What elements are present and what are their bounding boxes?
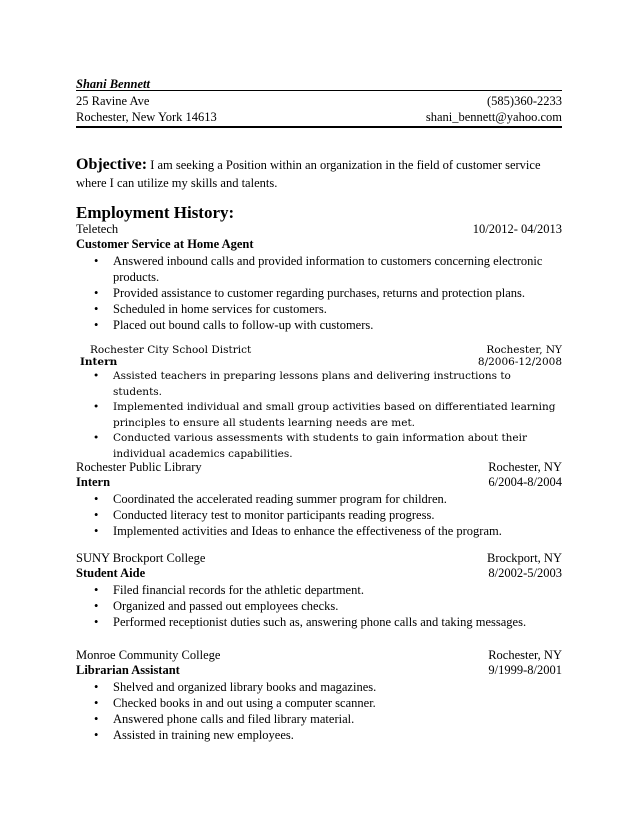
job-location: Rochester, NY — [488, 648, 562, 662]
job-dates: 8/2006-12/2008 — [477, 356, 562, 368]
email-address: shani_bennett@yahoo.com — [425, 110, 562, 124]
job-title: Intern — [76, 475, 111, 489]
job-dates: 8/2002-5/2003 — [488, 566, 562, 580]
job-entry — [76, 344, 562, 462]
job-bullet: • Placed out bound calls to follow-up with customers. — [113, 317, 562, 333]
street-address: 25 Ravine Ave — [76, 94, 150, 108]
employer: Rochester City School District — [90, 344, 252, 356]
job-bullet: • Scheduled in home services for customers. — [113, 301, 562, 317]
job-bullet: • Answered inbound calls and provided information to customers concerning electronic products. — [113, 253, 562, 285]
employer: Rochester Public Library — [76, 460, 202, 474]
job-bullet: • Assisted in training new employees. — [113, 727, 562, 743]
header-divider-top — [76, 90, 562, 91]
employer: SUNY Brockport College — [76, 551, 206, 565]
job-entry — [76, 460, 562, 539]
job-dates: 10/2012- 04/2013 — [472, 222, 562, 236]
job-entry — [76, 222, 562, 333]
contact-row-2 — [76, 110, 562, 125]
job-dates: 9/1999-8/2001 — [488, 663, 562, 677]
employer: Monroe Community College — [76, 648, 221, 662]
job-bullet: • Performed receptionist duties such as, answering phone calls and taking messages. — [113, 614, 562, 630]
job-bullet: • Conducted literacy test to monitor participants reading progress. — [113, 507, 562, 523]
phone-number: (585)360-2233 — [487, 94, 562, 108]
job-bullet: • Provided assistance to customer regarding purchases, returns and protection plans. — [113, 285, 562, 301]
objective-label: Objective: — [76, 156, 148, 173]
job-bullet: • Conducted various assessments with students to gain information about their individual academics capabilities. — [113, 431, 562, 462]
applicant-name: Shani Bennett — [76, 77, 150, 91]
job-title: Student Aide — [76, 566, 146, 580]
objective-text: I am seeking a Position within an organization in the field of customer service where I can utilize my skills and talents. — [76, 158, 541, 190]
job-bullet: • Filed financial records for the athletic department. — [113, 582, 562, 598]
job-bullet: • Answered phone calls and filed library material. — [113, 711, 562, 727]
employer: Teletech — [76, 222, 119, 236]
city-state-zip: Rochester, New York 14613 — [76, 110, 217, 124]
job-dates: 6/2004-8/2004 — [488, 475, 562, 489]
job-bullet: • Shelved and organized library books and magazines. — [113, 679, 562, 695]
job-bullet: • Implemented individual and small group activities based on differentiated learning principles to ensure all students learning needs are met. — [113, 400, 562, 431]
job-bullet: • Organized and passed out employees checks. — [113, 598, 562, 614]
job-location: Rochester, NY — [488, 460, 562, 474]
job-title: Librarian Assistant — [76, 663, 180, 677]
job-bullet: • Assisted teachers in preparing lessons plans and delivering instructions to students. — [113, 369, 562, 400]
job-bullet: • Implemented activities and Ideas to enhance the effectiveness of the program. — [113, 523, 562, 539]
job-title: Intern — [80, 356, 118, 368]
objective-section — [76, 156, 562, 192]
job-location: Rochester, NY — [486, 344, 562, 356]
job-title: Customer Service at Home Agent — [76, 237, 254, 251]
job-entry — [76, 551, 562, 630]
job-bullet: • Checked books in and out using a computer scanner. — [113, 695, 562, 711]
job-location: Brockport, NY — [487, 551, 562, 565]
job-bullet: • Coordinated the accelerated reading summer program for children. — [113, 491, 562, 507]
header-divider-bottom — [76, 126, 562, 128]
contact-row-1 — [76, 94, 562, 109]
job-entry — [76, 648, 562, 743]
employment-heading: Employment History: — [76, 203, 235, 222]
